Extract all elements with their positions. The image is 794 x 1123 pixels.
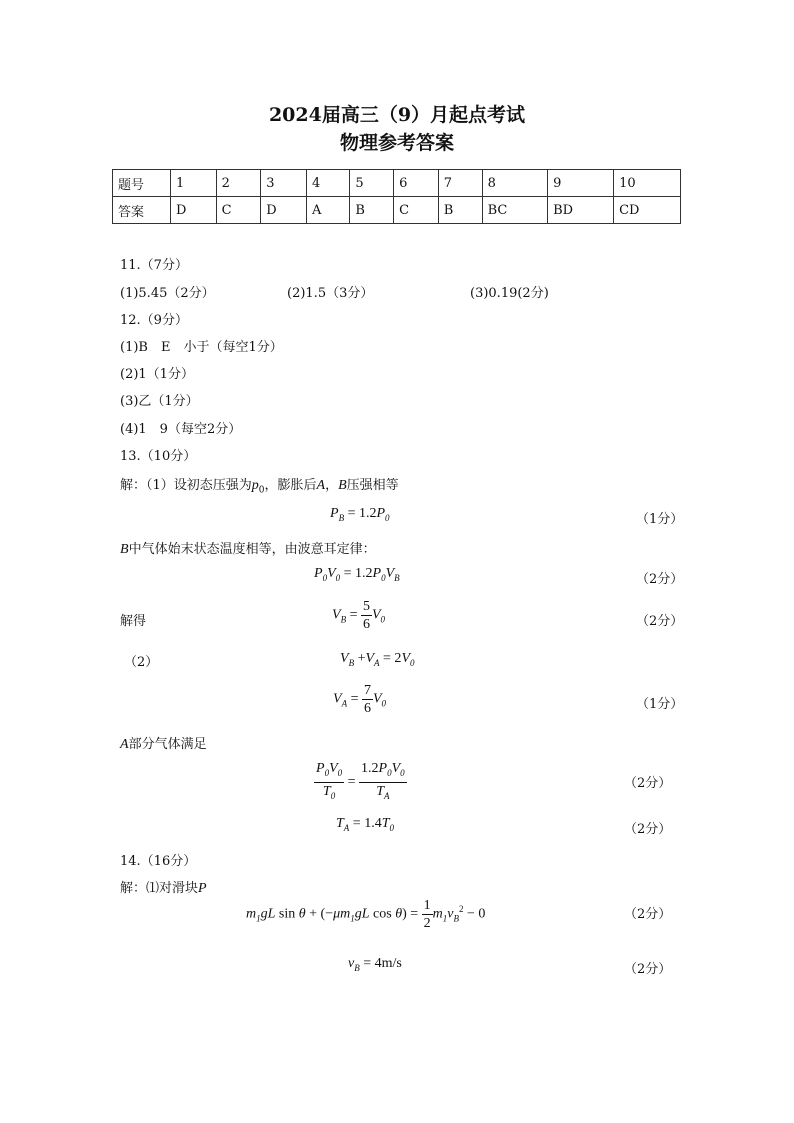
- table-row-numbers: [113, 170, 681, 197]
- table-cell: A: [306, 197, 349, 224]
- table-cell: C: [394, 197, 439, 224]
- q12-line: (2)1（1分）: [120, 367, 194, 382]
- page-subtitle: 物理参考答案: [339, 132, 454, 154]
- q11-part2: (2)1.5（3分）: [287, 286, 374, 301]
- part2-label: （2）: [124, 655, 159, 670]
- row-header: 答案: [113, 197, 171, 224]
- equation-gas-law: $\frac{P_0V_0}{T_0}$ = $\frac{1.2P_0V_0}{T_A}$: [316, 761, 405, 801]
- q11-part3: (3)0.19(2分): [470, 286, 549, 301]
- equation-va: $V_A$ = $\frac{7}{6}$ $V_0$: [333, 683, 387, 716]
- equation-boyle: $P_0V_0 = 1.2P_0V_B$: [314, 566, 400, 583]
- q13-heading: 13.（10分）: [120, 449, 197, 464]
- q11-part1: (1)5.45（2分）: [120, 286, 215, 301]
- score: （2分）: [624, 962, 672, 977]
- score: （1分）: [636, 512, 684, 527]
- table-cell: 1: [171, 170, 217, 197]
- table-cell: 2: [216, 170, 261, 197]
- q12-line: (1)B E 小于（每空1分）: [120, 340, 283, 355]
- table-row-answers: [113, 197, 681, 224]
- q11-heading: 11.（7分）: [120, 258, 188, 273]
- table-cell: 4: [306, 170, 349, 197]
- q12-line: (3)乙（1分）: [120, 394, 199, 409]
- solve-label: 解得: [120, 614, 147, 629]
- equation-sum: $V_B +V_A = 2V_0$: [340, 651, 415, 668]
- equation-ta: $T_A = 1.4T_0$: [336, 816, 394, 833]
- table-cell: BC: [482, 197, 548, 224]
- table-cell: D: [261, 197, 307, 224]
- equation-vb: $V_B$ = $\frac{5}{6}$ $V_0$: [332, 599, 386, 632]
- q14-heading: 14.（16分）: [120, 854, 197, 869]
- table-cell: 8: [482, 170, 548, 197]
- score: （2分）: [636, 614, 684, 629]
- answer-table: [112, 169, 681, 224]
- table-cell: 5: [350, 170, 394, 197]
- score: （2分）: [624, 822, 672, 837]
- table-cell: 7: [438, 170, 482, 197]
- table-cell: 6: [394, 170, 439, 197]
- table-cell: B: [438, 197, 482, 224]
- q13-intro: 解：（1）设初态压强为$p_0$，膨胀后A，B压强相等: [120, 478, 399, 496]
- table-cell: BD: [548, 197, 614, 224]
- q13-line-b: B中气体始末状态温度相等，由波意耳定律：: [120, 542, 376, 557]
- page-title: 2024届高三（9）月起点考试: [268, 104, 526, 126]
- table-cell: C: [216, 197, 261, 224]
- q14-intro: 解：⑴对滑块P: [120, 881, 207, 896]
- row-header: 题号: [113, 170, 171, 197]
- score: （2分）: [636, 572, 684, 587]
- equation-vb-speed: $v_B = 4m/s$: [348, 956, 402, 973]
- table-cell: CD: [614, 197, 681, 224]
- score: （2分）: [624, 776, 672, 791]
- table-cell: D: [171, 197, 217, 224]
- table-cell: 9: [548, 170, 614, 197]
- table-cell: B: [350, 197, 394, 224]
- table-cell: 3: [261, 170, 307, 197]
- score: （2分）: [624, 907, 672, 922]
- q13-line-a: A部分气体满足: [120, 737, 207, 752]
- score: （1分）: [636, 697, 684, 712]
- q12-line: (4)1 9（每空2分）: [120, 422, 242, 437]
- equation-work-energy: $m_1gL$ $\sin \theta + (-\mu m_1gL$ cos θ) = $\frac{1}{2}$ $m_1v_B^2 - 0$: [246, 898, 486, 931]
- q12-heading: 12.（9分）: [120, 313, 188, 328]
- table-cell: 10: [614, 170, 681, 197]
- equation-pb: $P_B = 1.2P_0$: [330, 506, 390, 523]
